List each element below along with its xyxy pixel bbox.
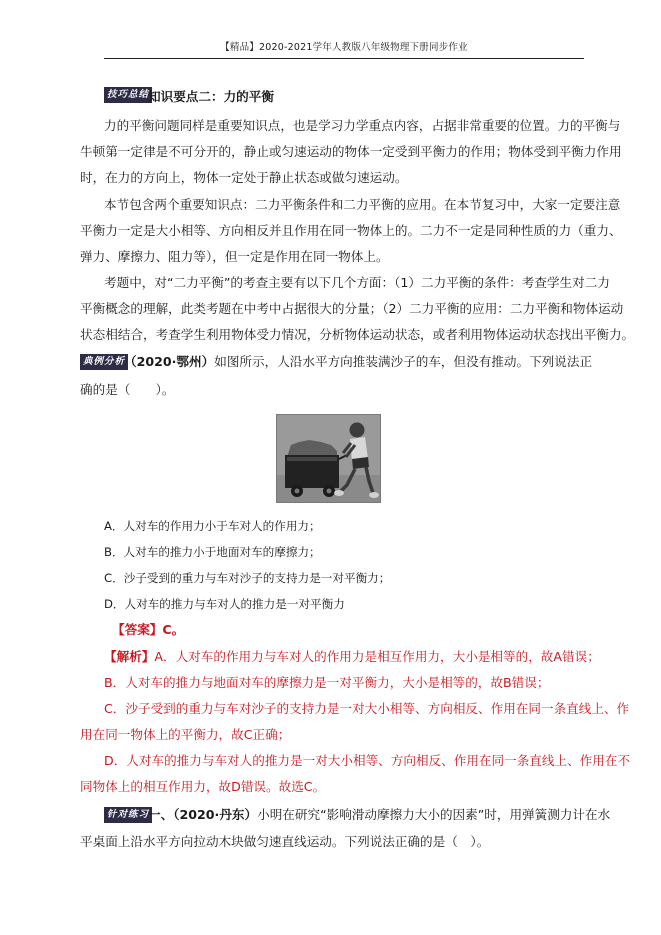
analysis-b: B．人对车的推力与地面对车的摩擦力是一对平衡力，大小是相等的，故B错误； <box>104 675 550 690</box>
option-b: B．人对车的推力小于地面对车的摩擦力； <box>104 545 321 559</box>
option-d: D．人对车的推力与车对人的推力是一对平衡力 <box>104 597 345 611</box>
paragraph-2-line-3: 弹力、摩擦力、阻力等），但一定是作用在同一物体上。 <box>80 249 389 264</box>
analysis-c-line-1: C．沙子受到的重力与车对沙子的支持力是一对大小相等、方向相反、作用在同一条直线上、作 <box>104 701 630 716</box>
option-a: A．人对车的作用力小于车对人的作用力； <box>104 519 321 533</box>
example-analysis-tag: 典例分析 <box>80 354 128 370</box>
example-question-text: 如图所示，人沿水平方向推装满沙子的车，但没有推动。下列说法正 <box>214 354 593 369</box>
paragraph-3-line-3: 状态相结合，考查学生利用物体受力情况，分析物体运动状态，或者利用物体运动状态找出平衡力。 <box>80 327 635 342</box>
skills-summary-tag: 技巧总结 <box>104 87 152 103</box>
example-source: （2020·鄂州） <box>124 354 215 369</box>
answer: 【答案】C。 <box>112 622 185 637</box>
paragraph-1-line-3: 时，在力的方向上，物体一定处于静止状态或做匀速运动。 <box>80 170 408 185</box>
practice-question-text: 小明在研究“影响滑动摩擦力大小的因素”时，用弹簧测力计在水 <box>257 807 611 822</box>
paragraph-3-line-1: 考题中，对“二力平衡”的考查主要有以下几个方面：（1）二力平衡的条件：考查学生对二力 <box>104 275 610 290</box>
practice-source: （2020·丹东） <box>173 807 258 822</box>
header-title: 【精品】2020-2021学年人教版八年级物理下册同步作业 <box>220 42 468 53</box>
boy-pushing-cart-image <box>277 415 380 502</box>
analysis-line-1 <box>104 649 600 665</box>
cart-push-illustration <box>276 414 381 503</box>
analysis-label: 【解析】 <box>104 649 155 664</box>
paragraph-2-line-2: 平衡力一定是大小相等、方向相反并且作用在同一物体上的。二力不一定是同种性质的力（重力、 <box>80 223 622 238</box>
option-c: C．沙子受到的重力与车对沙子的支持力是一对平衡力； <box>104 571 391 585</box>
analysis-d-line-1: D．人对车的推力与车对人的推力是一对大小相等、方向相反、作用在同一条直线上、作用在不 <box>104 753 631 768</box>
paragraph-3-line-2: 平衡概念的理解，此类考题在中考中占据很大的分量；（2）二力平衡的应用：二力平衡和物体运动 <box>80 301 624 316</box>
analysis-a: A．人对车的作用力与车对人的作用力是相互作用力，大小是相等的，故A错误； <box>154 649 600 664</box>
paragraph-1-line-2: 牛顿第一定律是不可分开的，静止或匀速运动的物体一定受到平衡力的作用；物体受到平衡力作用 <box>80 144 622 159</box>
section-title: 知识要点二：力的平衡 <box>148 89 274 104</box>
page-header <box>104 0 584 59</box>
paragraph-1-line-1: 力的平衡问题同样是重要知识点，也是学习力学重点内容，占据非常重要的位置。力的平衡与 <box>104 118 621 133</box>
paragraph-2-line-1: 本节包含两个重要知识点：二力平衡条件和二力平衡的应用。在本节复习中，大家一定要注意 <box>104 197 621 212</box>
example-question-line-1 <box>124 354 592 370</box>
practice-number: 一、 <box>148 807 174 822</box>
practice-question-line-1 <box>148 807 610 823</box>
practice-question-line-2: 平桌面上沿水平方向拉动木块做匀速直线运动。下列说法正确的是（ ）。 <box>80 834 490 849</box>
practice-tag: 针对练习 <box>104 807 152 823</box>
analysis-c-line-2: 用在同一物体上的平衡力，故C正确； <box>80 727 291 742</box>
analysis-d-line-2: 同物体上的相互作用力，故D错误。故选C。 <box>80 779 326 794</box>
example-question-line-2: 确的是（ ）。 <box>80 382 175 397</box>
